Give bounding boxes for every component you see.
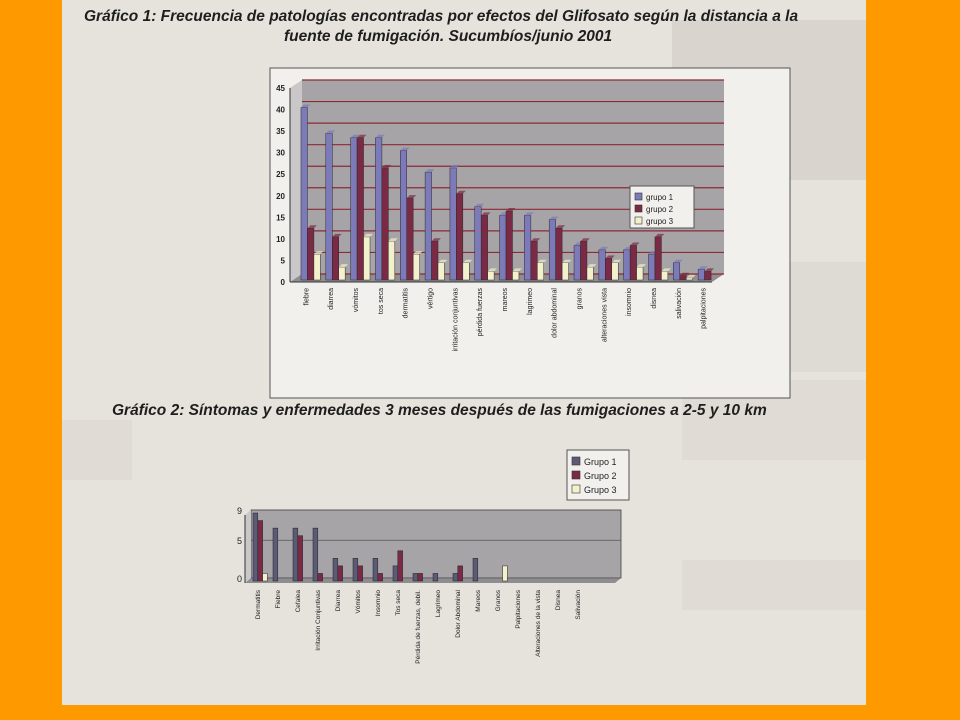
chart2-legend-label: Grupo 1 — [584, 457, 617, 467]
chart1-x-tick-label: granos — [576, 288, 584, 310]
chart2-title: Gráfico 2: Síntomas y enfermedades 3 meses después de las fumigaciones a 2-5 y 10 km — [112, 402, 767, 419]
chart1-bar-grupo3 — [463, 263, 469, 280]
chart2-bar-Grupo1 — [333, 558, 338, 581]
chart1-bar-grupo1 — [425, 172, 431, 280]
chart1-x-tick-label: diarrea — [328, 288, 336, 310]
chart2-bar-Grupo2 — [458, 566, 463, 581]
chart1-bar-grupo3 — [488, 271, 494, 280]
chart2-x-tick-label: Insomnio — [375, 590, 382, 617]
chart1-x-tick-label: alteraciones vista — [601, 288, 609, 343]
chart2-bar-Grupo2 — [378, 573, 383, 581]
chart1-y-tick-label: 45 — [276, 84, 285, 93]
chart1-bar-grupo1 — [500, 215, 506, 280]
chart1-bar-grupo2 — [605, 258, 611, 280]
chart2-bar-Grupo1 — [253, 513, 258, 581]
chart2-x-tick-label: Dolor Abdominal — [455, 590, 462, 638]
chart1-bar-grupo2 — [382, 168, 388, 280]
chart2-legend-label: Grupo 2 — [584, 471, 617, 481]
chart1-y-tick-label: 5 — [280, 256, 285, 266]
chart1-bar-grupo1 — [698, 269, 704, 280]
chart1-bar-grupo2 — [705, 271, 711, 280]
chart1-bar-grupo1 — [475, 207, 481, 280]
chart2-plot-area — [251, 510, 621, 578]
chart1-bar-grupo1 — [524, 215, 530, 280]
chart1-bar-grupo3 — [364, 237, 370, 280]
chart1-y-tick-label: 40 — [276, 105, 285, 115]
chart2-x-tick-label: Disnea — [555, 590, 562, 611]
chart1-bar-grupo2 — [432, 241, 438, 280]
chart1-bar-grupo2 — [307, 228, 313, 280]
chart1-legend-swatch — [635, 217, 642, 224]
chart1-bar-grupo2 — [580, 241, 586, 280]
chart2-bar-Grupo1 — [393, 566, 398, 581]
faint-paragraph-3 — [62, 420, 132, 480]
chart1-bar-grupo2 — [506, 211, 512, 280]
chart1-bar-grupo3 — [413, 254, 419, 280]
chart1-y-tick-label: 15 — [276, 213, 285, 223]
chart1-bar-grupo2 — [531, 241, 537, 280]
chart1-title-line2: fuente de fumigación. Sucumbíos/junio 2001 — [284, 28, 613, 45]
chart1-x-tick-label: vértigo — [427, 288, 435, 310]
chart2-bar-Grupo2 — [418, 573, 423, 581]
chart2-x-tick-label: Diarrea — [335, 590, 342, 612]
chart1-x-tick-label: salivación — [675, 288, 683, 319]
chart1-bar-grupo2 — [630, 246, 636, 280]
chart1-bar-grupo1 — [574, 246, 580, 280]
chart2-x-tick-label: Granos — [495, 590, 502, 612]
chart1-y-tick-label: 20 — [276, 191, 285, 201]
chart1-bar-grupo1 — [351, 138, 357, 280]
chart1-bar-grupo2 — [357, 138, 363, 280]
chart1-bar-grupo1 — [450, 168, 456, 280]
chart1-bar-grupo3 — [512, 271, 518, 280]
chart1-bar-grupo1 — [301, 108, 307, 280]
chart2-y-tick-label: 0 — [236, 574, 242, 584]
chart1-x-tick-label: fiebre — [303, 288, 311, 306]
chart1-x-tick-label: disnea — [650, 288, 658, 309]
chart1-bar-grupo3 — [637, 267, 643, 280]
chart2-x-tick-label: Pérdida de fuerzas, debil. — [415, 590, 422, 664]
chart1-bar-grupo3 — [339, 267, 345, 280]
chart1-bar-grupo2 — [556, 228, 562, 280]
chart1-y-tick-label: 30 — [276, 148, 285, 158]
chart1-bar-grupo1 — [673, 263, 679, 280]
chart1-x-tick-label: pérdida fuerzas — [477, 288, 485, 337]
chart2-bar-Grupo2 — [298, 536, 303, 581]
faint-paragraph-4 — [682, 560, 866, 610]
chart1-side-wall — [290, 80, 302, 282]
chart2-bar-Grupo1 — [353, 558, 358, 581]
chart1-x-tick-label: insomnio — [626, 288, 634, 317]
chart1-bar-grupo2 — [655, 237, 661, 280]
chart2-x-tick-label: Cefalea — [295, 590, 302, 613]
chart2-x-tick-label: Palpitaciones — [515, 590, 522, 629]
chart1-bar-grupo2 — [332, 237, 338, 280]
chart1-bar-grupo3 — [587, 267, 593, 280]
chart1-bar-grupo1 — [375, 138, 381, 280]
chart1-bar-grupo1 — [624, 250, 630, 280]
chart1-bar-grupo2 — [680, 276, 686, 280]
chart2-x-tick-label: Vómitos — [355, 590, 362, 614]
chart2-plot — [227, 450, 677, 690]
chart2-bar-Grupo3 — [263, 573, 268, 581]
chart1-bar-grupo1 — [326, 133, 332, 280]
chart2-bar-Grupo1 — [433, 573, 438, 581]
chart1-legend-label: grupo 1 — [646, 193, 674, 202]
chart1-bar-grupo2 — [456, 194, 462, 280]
chart1-legend-label: grupo 2 — [646, 205, 674, 214]
chart2-legend-swatch — [572, 457, 580, 465]
chart2-bar-Grupo1 — [413, 573, 418, 581]
chart1-bar-grupo3 — [612, 263, 618, 280]
chart2-bar-Grupo2 — [398, 551, 403, 581]
chart2-bar-Grupo1 — [373, 558, 378, 581]
chart2-legend-label: Grupo 3 — [584, 485, 617, 495]
chart1-bar-grupo1 — [649, 254, 655, 280]
chart1-bar-grupo3 — [661, 271, 667, 280]
chart1-x-tick-label: tos seca — [377, 288, 385, 315]
chart2-x-tick-label: Fiebre — [275, 590, 282, 609]
chart1-x-tick-label: dolor abdominal — [551, 288, 559, 338]
chart1-bar-grupo2 — [481, 215, 487, 280]
chart2-bar-Grupo3 — [503, 566, 508, 581]
chart1-x-tick-label: vómitos — [353, 288, 361, 313]
chart2-bar-Grupo2 — [318, 573, 323, 581]
chart2-bar-Grupo2 — [358, 566, 363, 581]
chart1-title: Gráfico 1: Frecuencia de patologías encontradas por efectos del Glifosato según la distancia a la — [84, 8, 799, 25]
chart1-bar-grupo1 — [400, 151, 406, 280]
chart2-y-tick-label: 5 — [236, 536, 242, 547]
chart1-x-tick-label: lagrimeo — [526, 288, 534, 315]
chart1-y-tick-label: 35 — [276, 127, 285, 137]
chart1-bar-grupo3 — [537, 263, 543, 280]
chart1-y-tick-label: 10 — [276, 234, 285, 244]
chart2-legend-swatch — [572, 471, 580, 479]
chart2-x-tick-label: Salivación — [575, 590, 582, 620]
chart2-bar-Grupo2 — [258, 521, 263, 581]
chart2-x-tick-label: Tos seca — [395, 590, 402, 616]
chart2-bar-Grupo1 — [453, 573, 458, 581]
chart2-y-tick-label: 9 — [236, 506, 242, 516]
chart1-bar-grupo1 — [599, 250, 605, 280]
chart1-bar-grupo2 — [407, 198, 413, 280]
chart1-bar-grupo3 — [438, 263, 444, 280]
chart1-y-tick-label: 0 — [280, 278, 285, 287]
chart1-y-tick-label: 25 — [276, 170, 285, 180]
chart2-x-tick-label: Lagrimeo — [435, 590, 442, 618]
chart1-legend-swatch — [635, 193, 642, 200]
chart1-plot — [212, 68, 752, 400]
chart2-bar-Grupo1 — [473, 558, 478, 581]
chart2-bar-Grupo1 — [293, 528, 298, 581]
chart1-legend-label: grupo 3 — [646, 217, 674, 226]
chart1-bar-grupo3 — [314, 254, 320, 280]
document-page — [62, 0, 866, 705]
chart1-bar-grupo1 — [549, 220, 555, 280]
chart2-x-tick-label: Irritación Conjuntivas — [315, 590, 322, 651]
chart1-bar-grupo3 — [388, 241, 394, 280]
chart2-legend-swatch — [572, 485, 580, 493]
chart1-x-tick-label: mareos — [502, 288, 509, 312]
chart2-x-tick-label: Dermatitis — [255, 590, 262, 620]
chart1-x-tick-label: irritación conjuntivas — [452, 288, 460, 352]
chart1-x-tick-label: dermatitis — [402, 288, 410, 319]
chart2-side-wall — [245, 510, 251, 583]
chart1-x-tick-label: palpitaciones — [700, 288, 708, 329]
chart2-x-tick-label: Mareos — [475, 590, 482, 612]
chart2-bar-Grupo1 — [313, 528, 318, 581]
chart2-bar-Grupo1 — [273, 528, 278, 581]
chart1-bar-grupo3 — [686, 278, 692, 280]
chart1-bar-grupo3 — [562, 263, 568, 280]
chart1-legend-swatch — [635, 205, 642, 212]
chart2-x-tick-label: Alteraciones de la vista — [535, 590, 542, 657]
chart2-bar-Grupo2 — [338, 566, 343, 581]
